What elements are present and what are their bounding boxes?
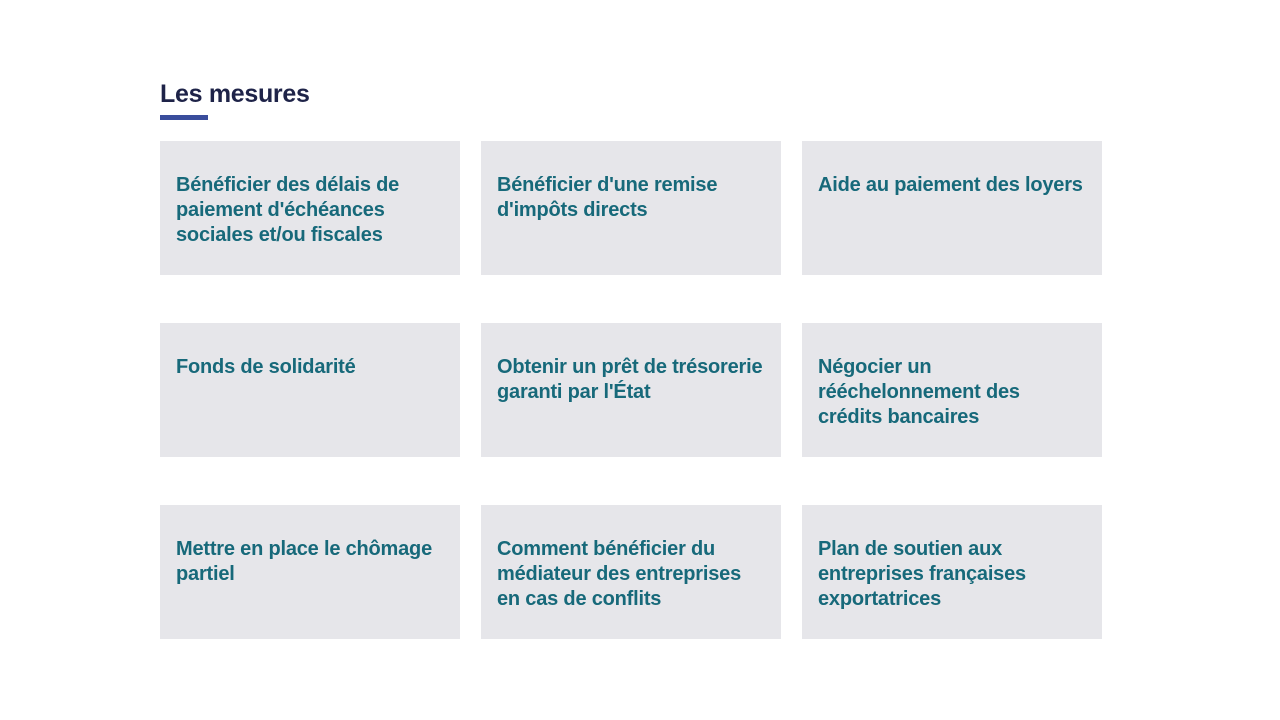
card-fonds-solidarite[interactable] — [160, 323, 460, 457]
card-title: Obtenir un prêt de trésorerie garanti par l'État — [497, 356, 763, 403]
card-delais-paiement[interactable] — [160, 141, 460, 275]
card-aide-loyers[interactable] — [802, 141, 1102, 275]
card-title: Négocier un rééchelonnement des crédits bancaires — [818, 356, 1020, 428]
card-plan-soutien-export[interactable] — [802, 505, 1102, 639]
measures-section — [160, 78, 1102, 610]
card-chomage-partiel[interactable] — [160, 505, 460, 639]
card-remise-impots[interactable] — [481, 141, 781, 275]
card-title: Aide au paiement des loyers — [818, 174, 1083, 196]
measures-grid — [160, 141, 1102, 639]
title-underline — [160, 115, 208, 120]
section-title: Les mesures — [160, 80, 310, 108]
card-title: Comment bénéficier du médiateur des entreprises en cas de conflits — [497, 538, 741, 610]
card-title: Fonds de solidarité — [176, 356, 356, 378]
card-title: Bénéficier des délais de paiement d'échéances sociales et/ou fiscales — [176, 174, 400, 246]
card-title: Mettre en place le chômage partiel — [176, 538, 433, 585]
card-mediateur-entreprises[interactable] — [481, 505, 781, 639]
card-title: Bénéficier d'une remise d'impôts directs — [497, 174, 718, 221]
card-pret-tresorerie[interactable] — [481, 323, 781, 457]
card-title: Plan de soutien aux entreprises françaises exportatrices — [818, 538, 1026, 610]
card-reechelonnement-credits[interactable] — [802, 323, 1102, 457]
